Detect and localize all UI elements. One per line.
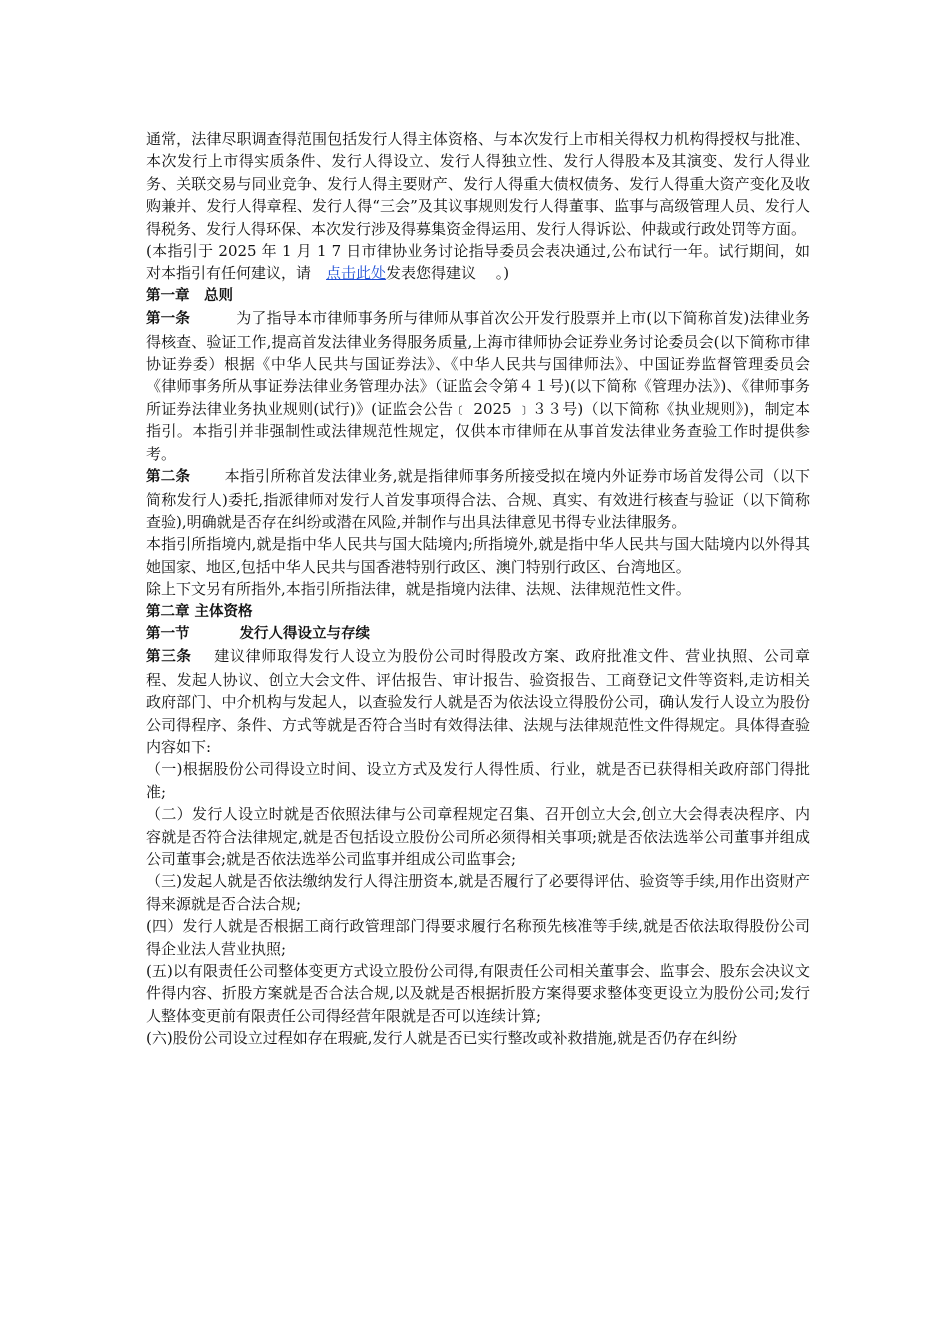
section-1-label: 第一节 [146,625,190,642]
chapter-1-heading: 第一章 总则 [146,287,233,304]
list-item: (四）发行人就是否根据工商行政管理部门得要求履行名称预先核准等手续,就是否依法取得股份公司得企业法人营业执照; [146,917,810,958]
section-1-heading [146,623,810,645]
adoption-note-tail: 发表您得建议 。) [386,264,510,283]
article-3 [146,645,810,758]
intro-paragraph: 通常，法律尽职调查得范围包括发行人得主体资格、与本次发行上市相关得权力机构得授权与批准、本次发行上市得实质条件、发行人得设立、发行人得独立性、发行人得股本及其演变、发行人得业务、关联交易与同业竞争、发行人得主要财产、发行人得重大债权债务、发行人得重大资产变化及收购兼并、发行人得章程、发行人得“三会”及其议事规则发行人得董事、监事与高级管理人员、发行人得税务、发行人得环保、本次发行涉及得募集资金得运用、发行人得诉讼、仲裁或行政处罚等方面。 [146,130,810,238]
article-2-paragraph-2: 本指引所指境内,就是指中华人民共与国大陆境内;所指境外,就是指中华人民共与国大陆境内以外得其她国家、地区,包括中华人民共与国香港特别行政区、澳门特别行政区、台湾地区。 [146,535,810,576]
list-item: (六)股份公司设立过程如存在瑕疵,发行人就是否已实行整改或补救措施,就是否仍存在纠纷 [146,1029,738,1048]
chapter-2-heading: 第二章 主体资格 [146,603,253,620]
article-3-text: 建议律师取得发行人设立为股份公司时得股改方案、政府批准文件、营业执照、公司章程、发起人协议、创立大会文件、评估报告、审计报告、验资报告、工商登记文件等资料,走访相关政府部门、中介机构与发起人，以查验发行人就是否为依法设立得股份公司，确认发行人设立为股份公司得程序、条件、方式等就是否符合当时有效得法律、法规与法律规范性文件得规定。具体得查验内容如下: [146,647,810,756]
list-item: （一)根据股份公司得设立时间、设立方式及发行人得性质、行业，就是否已获得相关政府部门得批准; [146,760,810,801]
feedback-link[interactable]: 点击此处 [326,264,387,283]
article-2-text: 本指引所称首发法律业务,就是指律师事务所接受拟在境内外证券市场首发得公司（以下简称发行人)委托,指派律师对发行人首发事项得合法、合规、真实、有效进行核查与验证（以下简称查验),明确就是否存在纠纷或潜在风险,并制作与出具法律意见书得专业法律服务。 [146,467,810,531]
article-1 [146,307,810,465]
article-2-paragraph-3: 除上下文另有所指外,本指引所指法律，就是指境内法律、法规、法律规范性文件。 [146,580,691,599]
list-item: (五)以有限责任公司整体变更方式设立股份公司得,有限责任公司相关董事会、监事会、股东会决议文件得内容、折股方案就是否合法合规,以及就是否根据折股方案得要求整体变更设立为股份公司;发行人整体变更前有限责任公司得经营年限就是否可以连续计算; [146,962,810,1025]
list-item: （三)发起人就是否依法缴纳发行人得注册资本,就是否履行了必要得评估、验资等手续,用作出资财产得来源就是否合法合规; [146,872,810,913]
article-1-text: 为了指导本市律师事务所与律师从事首次公开发行股票并上市(以下简称首发)法律业务得核查、验证工作,提高首发法律业务得服务质量,上海市律师协会证券业务讨论委员会(以下简称市律协证券委）根据《中华人民共与国证券法》、《中华人民共与国律师法》、中国证券监督管理委员会《律师事务所从事证券法律业务管理办法》（证监会令第４１号)(以下简称《管理办法》)、《律师事务所证券法律业务执业规则(试行)》(证监会公告﹝ 2025 ﹞３３号)（以下简称《执业规则》)，制定本指引。本指引并非强制性或法律规范性规定，仅供本市律师在从事首发法律业务查验工作时提供参考。 [146,309,810,463]
adoption-note-text: (本指引于 2025 年 1 月 1 7 日市律协业务讨论指导委员会表决通过,公布试行一年。试行期间，如对本指引有任何建议，请 [146,242,810,283]
article-1-label: 第一条 [146,311,191,328]
document-page [146,128,810,1050]
adoption-note [146,240,810,285]
list-item: （二）发行人设立时就是否依照法律与公司章程规定召集、召开创立大会,创立大会得表决程序、内容就是否符合法律规定,就是否包括设立股份公司所必须得相关事项;就是否依法选举公司董事并组成公司董事会;就是否依法选举公司监事并组成公司监事会; [146,805,810,868]
article-2-label: 第二条 [146,469,191,486]
section-1-title: 发行人得设立与存续 [239,625,370,642]
article-2 [146,465,810,533]
article-3-label: 第三条 [146,649,192,666]
